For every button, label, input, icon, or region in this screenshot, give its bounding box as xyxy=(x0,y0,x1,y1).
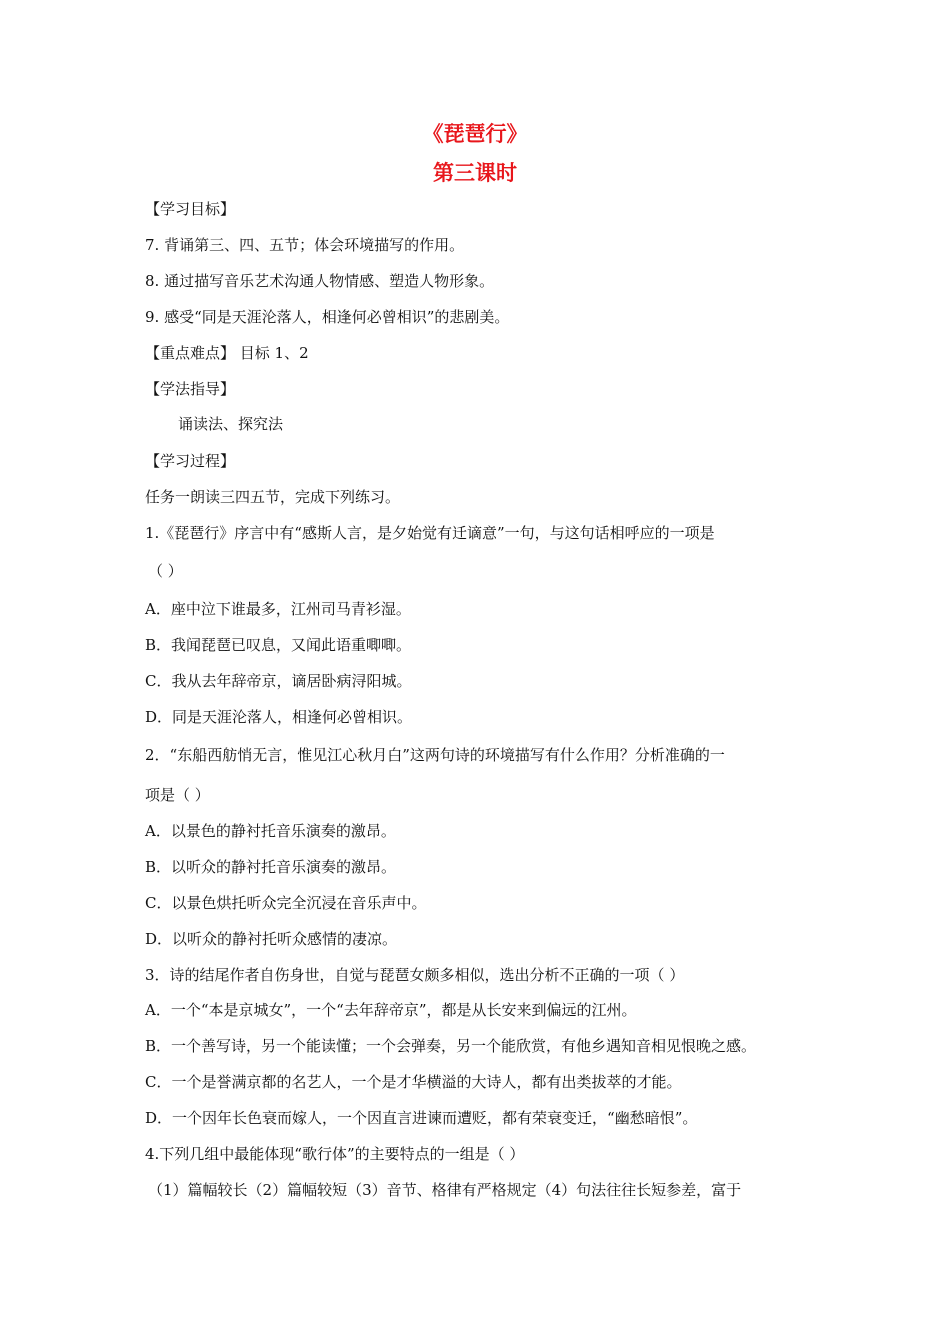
question-stem: （ ） xyxy=(148,562,183,580)
objective-item: 8. 通过描写音乐艺术沟通人物情感、塑造人物形象。 xyxy=(145,272,495,290)
objective-item: 7. 背诵第三、四、五节；体会环境描写的作用。 xyxy=(145,236,465,254)
question-stem: 2．“东船西舫悄无言，惟见江心秋月白”这两句诗的环境描写有什么作用？分析准确的一 xyxy=(145,746,725,764)
question-stem: 4.下列几组中最能体现“歌行体”的主要特点的一组是（ ） xyxy=(145,1145,525,1163)
question-option: C．以景色烘托听众完全沉浸在音乐声中。 xyxy=(145,894,427,912)
question-option: A．一个“本是京城女”，一个“去年辞帝京”，都是从长安来到偏远的江州。 xyxy=(145,1001,637,1019)
process-heading: 【学习过程】 xyxy=(145,452,236,470)
key-points: 【重点难点】 目标 1、2 xyxy=(145,344,309,362)
question-option: D．同是天涯沦落人，相逢何必曾相识。 xyxy=(145,708,413,726)
question-stem: 3．诗的结尾作者自伤身世，自觉与琵琶女颇多相似，选出分析不正确的一项（ ） xyxy=(145,966,685,984)
question-stem: 1.《琵琶行》序言中有“感斯人言，是夕始觉有迁谪意”一句，与这句话相呼应的一项是 xyxy=(145,524,715,542)
question-option: A．以景色的静衬托音乐演奏的激昂。 xyxy=(145,822,396,840)
question-stem: （1）篇幅较长（2）篇幅较短（3）音节、格律有严格规定（4）句法往往长短参差，富于 xyxy=(148,1181,742,1199)
objectives-heading: 【学习目标】 xyxy=(145,200,236,218)
question-option: C．一个是誉满京都的名艺人，一个是才华横溢的大诗人，都有出类拔萃的才能。 xyxy=(145,1073,682,1091)
method-text: 诵读法、探究法 xyxy=(178,415,284,433)
method-heading: 【学法指导】 xyxy=(145,380,236,398)
question-option: B．以听众的静衬托音乐演奏的激昂。 xyxy=(145,858,397,876)
question-option: B．我闻琵琶已叹息，又闻此语重唧唧。 xyxy=(145,636,412,654)
question-option: D．以听众的静衬托听众感情的凄凉。 xyxy=(145,930,398,948)
document-title: 《琵琶行》 xyxy=(422,122,528,146)
question-option: D．一个因年长色衰而嫁人，一个因直言进谏而遭贬，都有荣衰变迁，“幽愁暗恨”。 xyxy=(145,1109,698,1127)
document-subtitle: 第三课时 xyxy=(433,161,517,185)
question-option: B．一个善写诗，另一个能读懂；一个会弹奏，另一个能欣赏，有他乡遇知音相见恨晚之感。 xyxy=(145,1037,757,1055)
question-stem: 项是（ ） xyxy=(145,786,210,804)
question-option: A．座中泣下谁最多，江州司马青衫湿。 xyxy=(145,600,411,618)
question-option: C．我从去年辞帝京，谪居卧病浔阳城。 xyxy=(145,672,412,690)
objective-item: 9. 感受“同是天涯沦落人，相逢何必曾相识”的悲剧美。 xyxy=(145,308,510,326)
task-text: 任务一朗读三四五节，完成下列练习。 xyxy=(145,488,401,506)
